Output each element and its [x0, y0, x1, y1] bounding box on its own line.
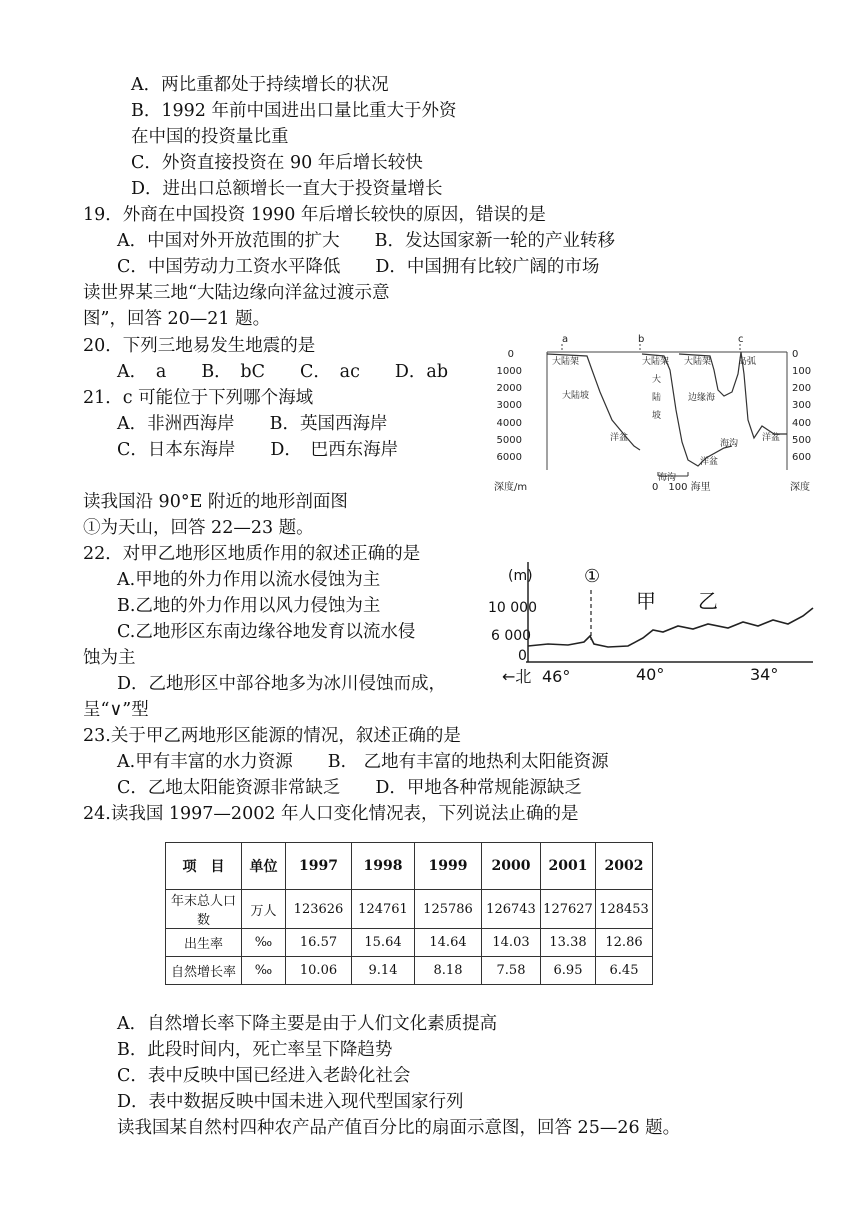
- col-label-c: c: [738, 334, 744, 345]
- table-cell: 14.03: [482, 929, 541, 957]
- text-line: A． a B． bC C． ac D．ab: [117, 362, 449, 382]
- table-cell: 123626: [286, 890, 352, 929]
- label-island-arc: 岛弧: [738, 357, 757, 367]
- right-axis-1: 100: [792, 366, 812, 377]
- text-line: 20．下列三地易发生地震的是: [83, 336, 316, 356]
- label-trench-c: 海沟: [720, 439, 739, 449]
- x-tick-46: 46°: [542, 667, 571, 686]
- left-axis-4: 4000: [496, 418, 522, 429]
- terrain-profile-diagram: [488, 550, 818, 695]
- header-2000: 2000: [482, 843, 541, 890]
- text-line: C．表中反映中国已经进入老龄化社会: [117, 1066, 411, 1086]
- table-cell: 9.14: [352, 957, 415, 985]
- region-yi: 乙: [698, 589, 718, 613]
- profile-unit: (m): [508, 568, 533, 584]
- text-line: A.甲地的外力作用以流水侵蚀为主: [117, 570, 381, 590]
- header-item: 项 目: [166, 843, 242, 890]
- profile-tick-10000: 10 000: [488, 600, 537, 616]
- table-cell: 12.86: [596, 929, 653, 957]
- right-axis-4: 400: [792, 418, 812, 429]
- text-line: D．乙地形区中部谷地多为冰川侵蚀而成，: [117, 674, 447, 694]
- table-cell: 万人: [242, 890, 286, 929]
- label-basin-a: 洋盆: [610, 433, 629, 443]
- left-axis-5: 5000: [496, 435, 522, 446]
- table-cell: 124761: [352, 890, 415, 929]
- text-line: 22．对甲乙地形区地质作用的叙述正确的是: [83, 544, 421, 564]
- left-axis-1: 1000: [496, 366, 522, 377]
- right-axis-2: 200: [792, 383, 812, 394]
- text-line: C.乙地形区东南边缘谷地发育以流水侵: [117, 622, 416, 642]
- table-header-row: [166, 843, 653, 890]
- label-shelf-a: 大陆架: [552, 357, 580, 367]
- text-line: 24.读我国 1997—2002 年人口变化情况表，下列说法止确的是: [83, 804, 579, 824]
- label-marginal-sea: 边缘海: [688, 393, 716, 403]
- text-line: D．表中数据反映中国未进入现代型国家行列: [117, 1092, 464, 1112]
- north-label: ←北: [502, 667, 532, 686]
- text-line: 呈“∨”型: [83, 700, 149, 720]
- table-cell: 10.06: [286, 957, 352, 985]
- right-axis-5: 500: [792, 435, 812, 446]
- text-line: A．中国对外开放范围的扩大 B．发达国家新一轮的产业转移: [117, 231, 615, 251]
- table-cell: 128453: [596, 890, 653, 929]
- text-line: A．两比重都处于持续增长的状况: [131, 75, 389, 95]
- header-1999: 1999: [415, 843, 482, 890]
- table-cell: 15.64: [352, 929, 415, 957]
- header-unit: 单位: [242, 843, 286, 890]
- label-trench-b: 海沟: [658, 473, 677, 483]
- text-line: C．中国劳动力工资水平降低 D．中国拥有比较广阔的市场: [117, 257, 600, 277]
- text-line: C．外资直接投资在 90 年后增长较快: [131, 153, 423, 173]
- population-table: [165, 842, 653, 985]
- profile-tick-0: 0: [518, 648, 527, 664]
- text-line: 图”，回答 20—21 题。: [83, 309, 271, 329]
- text-line: 读世界某三地“大陆边缘向洋盆过渡示意: [83, 283, 390, 303]
- label-shelf-c: 大陆架: [684, 357, 712, 367]
- text-line: C．日本东海岸 D． 巴西东海岸: [117, 440, 399, 460]
- col-label-a: a: [562, 334, 569, 345]
- table-cell: 16.57: [286, 929, 352, 957]
- text-line: ①为天山，回答 22—23 题。: [83, 518, 314, 538]
- left-unit: 深度/m: [494, 482, 528, 493]
- text-line: D．进出口总额增长一直大于投资量增长: [131, 179, 443, 199]
- text-line: 读我国某自然村四种农产品产值百分比的扇面示意图，回答 25—26 题。: [117, 1118, 681, 1138]
- text-line: 读我国沿 90°E 附近的地形剖面图: [83, 492, 348, 512]
- right-axis-0: 0: [792, 349, 799, 360]
- table-cell: 14.64: [415, 929, 482, 957]
- x-tick-34: 34°: [750, 665, 779, 684]
- text-line: A．非洲西海岸 B．英国西海岸: [117, 414, 388, 434]
- table-row: [166, 929, 653, 957]
- left-axis-6: 6000: [496, 452, 522, 463]
- table-cell: 8.18: [415, 957, 482, 985]
- table-cell: ‰: [242, 957, 286, 985]
- table-cell: 13.38: [541, 929, 596, 957]
- label-basin-b: 洋盆: [700, 457, 719, 467]
- header-2001: 2001: [541, 843, 596, 890]
- label-shelf-b: 大陆架: [642, 357, 670, 367]
- x-tick-40: 40°: [636, 665, 665, 684]
- right-unit: 深度: [790, 482, 810, 493]
- left-axis-0: 0: [507, 349, 514, 360]
- text-line: B.乙地的外力作用以风力侵蚀为主: [117, 596, 381, 616]
- table-cell: 126743: [482, 890, 541, 929]
- label-basin-c: 洋盆: [762, 433, 781, 443]
- text-line: A．自然增长率下降主要是由于人们文化素质提高: [117, 1014, 498, 1034]
- profile-marker: ①: [584, 566, 601, 587]
- text-line: C．乙地太阳能资源非常缺乏 D．甲地各种常规能源缺乏: [117, 778, 582, 798]
- label-slope-b-3: 坡: [652, 411, 662, 421]
- table-cell: 7.58: [482, 957, 541, 985]
- table-cell: 6.45: [596, 957, 653, 985]
- table-cell: 125786: [415, 890, 482, 929]
- text-line: 蚀为主: [83, 648, 136, 668]
- table-cell: 6.95: [541, 957, 596, 985]
- table-cell: 自然增长率: [166, 957, 242, 985]
- table-cell: ‰: [242, 929, 286, 957]
- left-axis-3: 3000: [496, 400, 522, 411]
- header-1997: 1997: [286, 843, 352, 890]
- text-line: B．1992 年前中国进出口量比重大于外资: [131, 101, 457, 121]
- table-row: [166, 890, 653, 929]
- profile-tick-6000: 6 000: [491, 628, 532, 644]
- text-line: 19．外商在中国投资 1990 年后增长较快的原因，错误的是: [83, 205, 546, 225]
- table-cell: 127627: [541, 890, 596, 929]
- text-line: 23.关于甲乙两地形区能源的情况，叙述正确的是: [83, 726, 461, 746]
- table-row: [166, 957, 653, 985]
- right-axis-6: 600: [792, 452, 812, 463]
- text-line: 21．c 可能位于下列哪个海域: [83, 388, 314, 408]
- left-axis-2: 2000: [496, 383, 522, 394]
- label-slope-b-2: 陆: [652, 393, 662, 403]
- text-line: 在中国的投资量比重: [131, 127, 289, 147]
- header-2002: 2002: [596, 843, 653, 890]
- region-jia: 甲: [636, 589, 656, 613]
- label-slope-a: 大陆坡: [562, 391, 590, 401]
- table-cell: 出生率: [166, 929, 242, 957]
- label-slope-b-1: 大: [652, 375, 662, 385]
- text-line: B．此段时间内，死亡率呈下降趋势: [117, 1040, 393, 1060]
- right-axis-3: 300: [792, 400, 812, 411]
- continental-margin-diagram: [492, 330, 822, 505]
- scale-label: 0 100 海里: [652, 482, 711, 493]
- col-label-b: b: [638, 334, 645, 345]
- table-cell: 年末总人口数: [166, 890, 242, 929]
- header-1998: 1998: [352, 843, 415, 890]
- text-line: A.甲有丰富的水力资源 B. 乙地有丰富的地热利太阳能资源: [117, 752, 609, 772]
